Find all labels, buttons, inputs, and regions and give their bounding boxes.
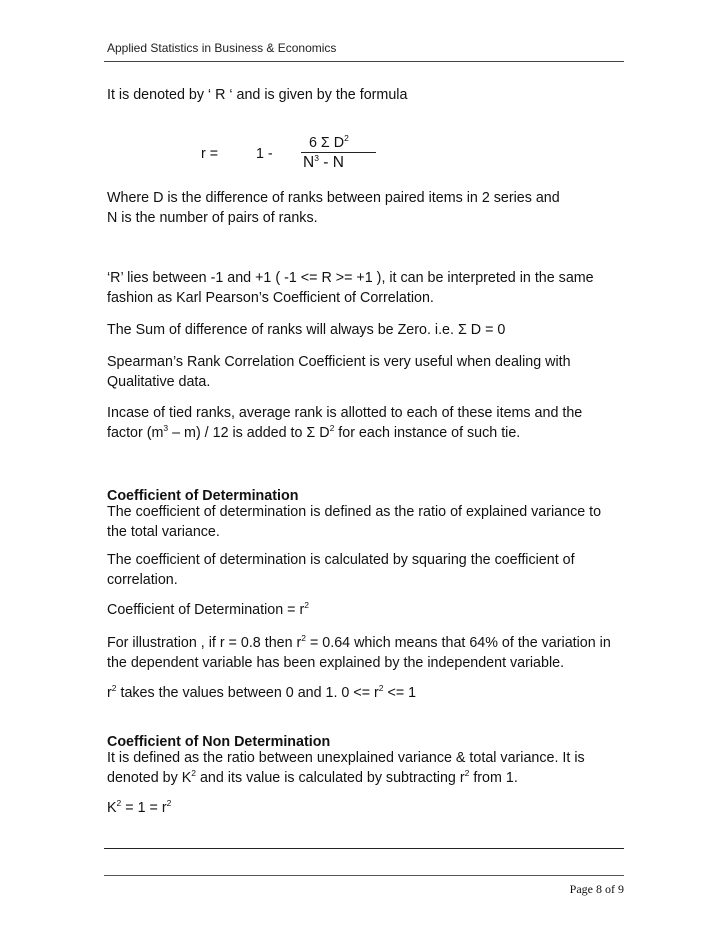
formula-denominator: $N^3$ - N: [303, 153, 344, 171]
formula-numerator: 6 Σ $D^2$: [309, 133, 349, 151]
cod-equation: Coefficient of Determination = $r^2$: [107, 600, 309, 618]
cond-definition: It is defined as the ratio between unexplained variance & total variance. It is denoted by $K^2$ and its value is calculated by subtracting $r^2$ from 1.: [107, 750, 585, 786]
usefulness-paragraph: Spearman’s Rank Correlation Coefficient is very useful when dealing with Qualitative data.: [107, 354, 571, 390]
sum-paragraph: The Sum of difference of ranks will always be Zero. i.e. Σ D = 0: [107, 322, 506, 338]
cond-equation: $K^2 = 1 = r^2$: [107, 798, 172, 816]
where-line-2: N is the number of pairs of ranks.: [107, 210, 318, 226]
tied-ranks-paragraph: Incase of tied ranks, average rank is allotted to each of these items and the factor $(m^3 - m) / 12$ is added to Σ $D^2$ for each instance of such tie.: [107, 405, 583, 441]
bottom-rule: [104, 848, 624, 849]
intro-text: It is denoted by ‘ R ‘ and is given by the formula: [107, 87, 408, 103]
range-paragraph: ‘R’ lies between -1 and +1 ( -1 <= R >= +1 ), it can be interpreted in the same fashion as Karl Pearson’s Coefficient of Correlation.: [107, 270, 594, 306]
running-header: Applied Statistics in Business & Economics: [107, 41, 337, 55]
fraction-bar: [301, 152, 376, 153]
cod-illustration: For illustration , if r = 0.8 then $r^2 = 0.64$ which means that 64% of the variation in the dependent variable has been explained by the independent variable.: [107, 633, 611, 671]
formula-lhs: r =: [201, 146, 219, 162]
page-number: Page 8 of 9: [569, 882, 624, 896]
cond-heading: Coefficient of Non Determination: [107, 734, 331, 750]
header-rule: [104, 61, 624, 62]
footer-rule: [104, 875, 624, 876]
where-text: [107, 188, 617, 228]
cod-definition: The coefficient of determination is defined as the ratio of explained variance to the total variance.: [107, 504, 602, 540]
where-line-1: Where D is the difference of ranks between paired items in 2 series and: [107, 190, 560, 206]
cod-range: $r^2$ takes the values between 0 and 1. $0 <= r^2 <= 1$: [107, 683, 417, 701]
cod-heading: Coefficient of Determination: [107, 488, 299, 504]
formula-one-minus: 1 -: [256, 146, 273, 162]
cod-calculation: The coefficient of determination is calculated by squaring the coefficient of correlation.: [107, 552, 575, 588]
